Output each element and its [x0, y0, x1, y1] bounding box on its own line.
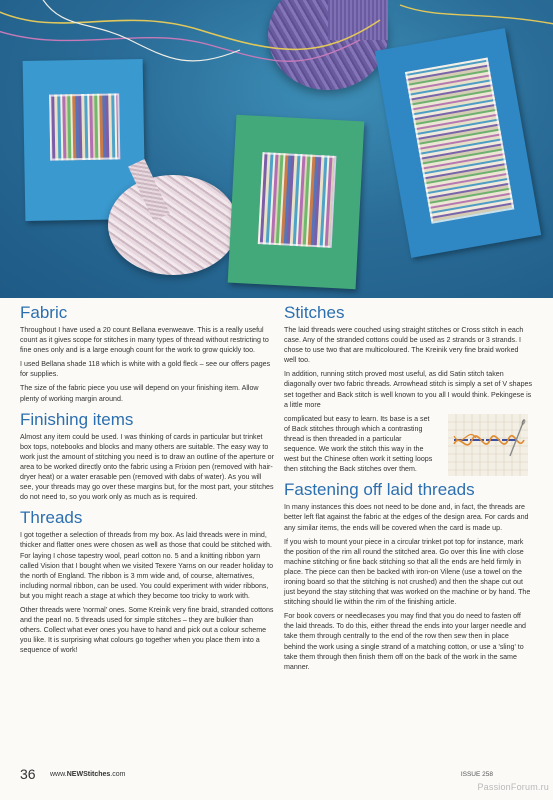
- paragraph: For book covers or needlecases you may find that you do need to fasten off the laid threads. To do this, either thread the ends into your larger needle and take them through centrally to the end of the row then sew then in place behind the work using a single strand of a matching cotton, or use a 'sling' to take them through then finish them off on the back of the work in the same manner.: [284, 612, 527, 671]
- green-card-middle: [228, 115, 365, 289]
- issue-number: ISSUE 258: [460, 771, 493, 778]
- left-column: [20, 303, 274, 661]
- right-column: [284, 303, 532, 678]
- section-heading: Finishing items: [20, 409, 134, 429]
- section-heading: Fabric: [20, 303, 68, 322]
- site-prefix: www.: [50, 771, 67, 778]
- paragraph: Throughout I have used a 20 count Bellana evenweave. This is a really useful count as it gives scope for stitches in many types of thread without restricting to fine ones only and is a large enough count for the work to grow quickly too.: [20, 326, 269, 355]
- section-heading: Fastening off laid threads: [284, 480, 475, 500]
- website-link[interactable]: [50, 770, 125, 780]
- watermark: PassionForum.ru: [477, 782, 549, 792]
- paragraph: I used Bellana shade 118 which is white with a gold fleck – see our offers pages for supplies.: [20, 360, 271, 379]
- feature-photo: [0, 0, 553, 298]
- section-fabric: [20, 303, 274, 404]
- paragraph: The size of the fabric piece you use will depend on your finishing item. Allow plenty of working margin around.: [20, 384, 259, 403]
- section-finishing-items: [20, 410, 274, 503]
- site-suffix: .com: [110, 771, 126, 778]
- section-threads: [20, 508, 274, 655]
- stitched-panel: [258, 152, 337, 248]
- pekingese-stitch-diagram-icon: [448, 414, 528, 476]
- section-heading: Stitches: [284, 303, 345, 322]
- pink-yarn-skein: [108, 175, 238, 275]
- site-brand: NEWStitches: [66, 771, 111, 778]
- paragraph: complicated but easy to learn. Its base is a set of Back stitches through which a contrasting thread is then threaded in a particular sequence. We work the stitch this way in the west but the Chinese often work it setting loops then stitching the Back stitches over them.: [284, 414, 433, 474]
- section-stitches: [284, 303, 532, 474]
- page-footer: [20, 766, 533, 786]
- paragraph: The laid threads were couched using straight stitches or Cross stitch in each case. Any of the stranded cottons could be used as 2 strands or 3 strands. I chose to use two that are multicoloured. The Kreinik very fine braid worked well too.: [284, 326, 524, 365]
- section-fastening-off: [284, 480, 532, 672]
- page-number: 36: [20, 766, 36, 782]
- stitched-panel: [49, 93, 120, 160]
- paragraph: In many instances this does not need to be done and, in fact, the threads are better left flat against the fabric at the edges of the design area. For cards and any similar items, the ends will be covered when the card is made up.: [284, 503, 529, 532]
- section-heading: Threads: [20, 508, 83, 528]
- paragraph: Almost any item could be used. I was thinking of cards in particular but trinket box tops, notebooks and blocks and many others are suitable. The easy way to work just the amount of stitching you need is to draw an outline of the aperture or area to be worked directly onto the fabric using a Frixion pen (removed with hair-dryer heat) or a water erasable pen (removed with dabs of water). As you will see, your threads may go over these margins but, for the most part, your stitches do not need to, so you work only as much as is required.: [20, 432, 274, 502]
- paragraph: If you wish to mount your piece in a circular trinket pot top for instance, mark the position of the rim all round the stitched area. Go over this line with close machine stitching or fine back stitching so that all the ends are held firmly in place. The piece can then be backed with iron-on Vilene (use a towel on the ironing board so that the stitching is not crushed) and then the shape cut out just beyond the stay stitching that was worked on the machine or by hand. The stitching should lie within the rim of the finishing article.: [284, 537, 531, 607]
- stitched-panel: [405, 58, 514, 224]
- paragraph: In addition, running stitch proved most useful, as did Satin stitch taken diagonally over two fabric threads. Arrowhead stitch is simply a set of V shapes set together and Back stitch is well known to you all I would think. Pekingese is a little more: [284, 370, 533, 409]
- paragraph: I got together a selection of threads from my box. As laid threads were in mind, thicker and flatter ones were chosen as well as those that could be stitched with. For laying I chose tapestry wool, pearl cotton no. 5 and a knitting ribbon yarn called Vision that I bought when we visited Texere Yarns on our reader holiday to the north of England. The ribbon is 3 mm wide and, of course, alternatives, including normal ribbon, can be used. You could experiment with wider ribbons, but you might reach a stage at which they become too tricky to work with.: [20, 531, 274, 600]
- stitch-figure-block: [284, 414, 532, 475]
- paragraph: Other threads were 'normal' ones. Some Kreinik very fine braid, stranded cottons and the pearl no. 5 threads used for simple stitches – they are bulkier than others. Collect what ever ones you have to hand and pick out a colour scheme you like. It is surprising what colours go together when you place them into a sequence of work!: [20, 605, 274, 655]
